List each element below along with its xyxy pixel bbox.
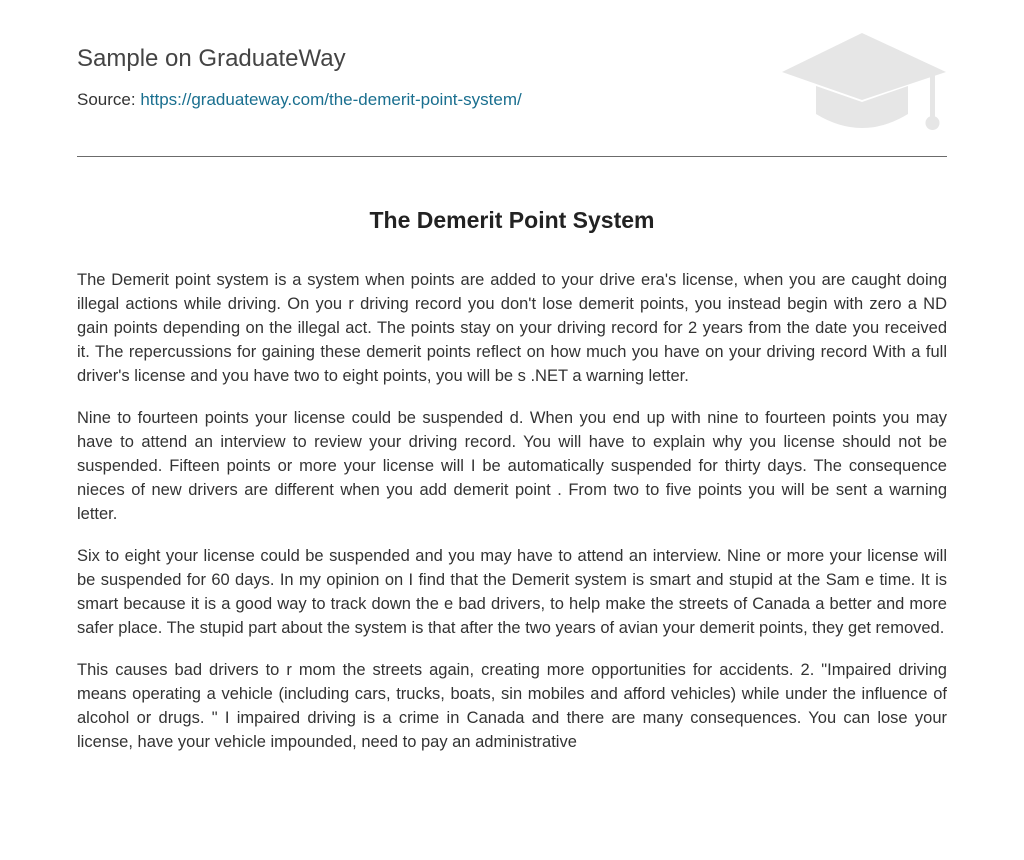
page-header (77, 0, 947, 157)
paragraph: Nine to fourteen points your license could be suspended d. When you end up with nine to fourteen points you may have to attend an interview to review your driving record. You will have to explain why you license should not be suspended. Fifteen points or more your license will I be automatically suspended for thirty days. The consequence nieces of new drivers are different when you add demerit point . From two to five points you will be sent a warning letter. (77, 409, 947, 523)
document-title: The Demerit Point System (369, 207, 655, 233)
site-title: Sample on GraduateWay (77, 45, 346, 72)
paragraph: This causes bad drivers to r mom the streets again, creating more opportunities for accidents. 2. "Impaired driving means operating a vehicle (including cars, trucks, boats, sin mobiles and afford vehicles) while under the influence of alcohol or drugs. " I impaired driving is a crime in Canada and there are many consequences. You can lose your license, have your vehicle impounded, need to pay an administrative (77, 661, 947, 751)
page (77, 0, 947, 751)
source-line (77, 88, 522, 112)
graduation-cap-icon (780, 30, 950, 134)
paragraph: Six to eight your license could be suspended and you may have to attend an interview. Nine or more your license will be suspended for 60 days. In my opinion on I find that the Demerit system is smart and stupid at the Sam e time. It is smart because it is a good way to track down the e bad drivers, to help make the streets of Canada a better and more safer place. The stupid part about the system is that after the two years of avian your demerit points, they get removed. (77, 547, 947, 637)
source-label: Source: (77, 90, 136, 109)
document-body (77, 268, 947, 772)
source-link[interactable]: https://graduateway.com/the-demerit-point-system/ (140, 90, 522, 109)
paragraph: The Demerit point system is a system when points are added to your drive era's license, when you are caught doing illegal actions while driving. On you r driving record you don't lose demerit points, you instead begin with zero a ND gain points depending on the illegal act. The points stay on your driving record for 2 years from the date you received it. The repercussions for gaining these demerit points reflect on how much you have on your driving record With a full driver's license and you have two to eight points, you will be s .NET a warning letter. (77, 271, 947, 385)
